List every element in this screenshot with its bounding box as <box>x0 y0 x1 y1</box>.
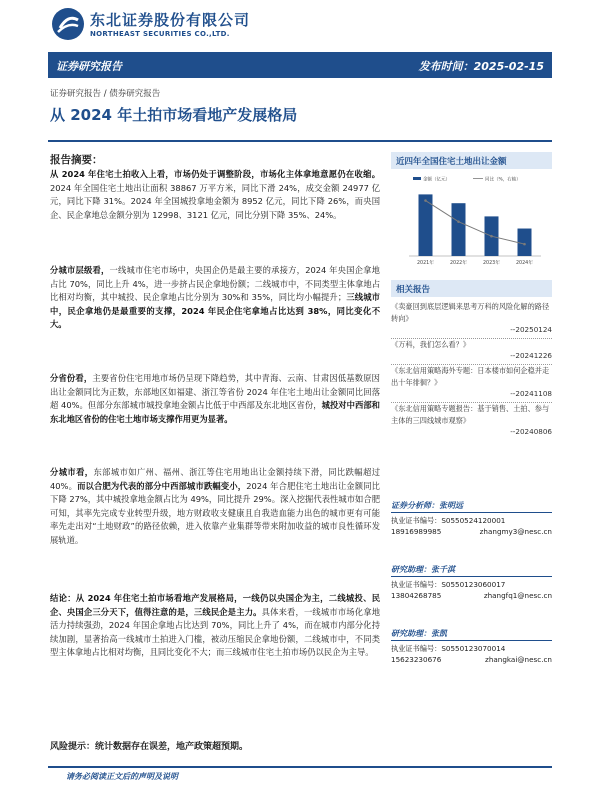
analyst-cert <box>391 515 552 526</box>
p3-lead: 分省份看， <box>50 373 93 383</box>
analyst-cert-label: 执业证书编号： <box>391 644 442 653</box>
analyst-role: 研究助理：张千淇 <box>391 564 552 577</box>
analyst-phone: 18916989985 <box>391 527 442 536</box>
analyst-cert-number: S0550123060017 <box>441 580 506 589</box>
analyst-role: 研究助理：张凯 <box>391 628 552 641</box>
legend-swatch-amount <box>413 177 421 180</box>
p4-lead: 分城市看， <box>50 467 94 477</box>
summary-heading: 报告摘要： <box>50 154 103 166</box>
summary-paragraph-2 <box>50 264 380 332</box>
legend-label-amount: 金额（亿元） <box>423 177 450 183</box>
summary-paragraph-5 <box>50 592 380 660</box>
p3-body: 主要省份住宅用地市场仍呈现下降趋势，其中青海、云南、甘肃因低基数原因出让金额同比为正数，东部地区如福建、浙江等省份 2024 年住宅土地出让金额同比回落超 40%。但部分东部城市城投拿地金额占比低于中西部及东北地区省份， <box>50 373 380 410</box>
analyst-cert <box>391 643 552 654</box>
x-tick-label: 2022年 <box>449 261 468 266</box>
analyst-contact <box>391 526 552 537</box>
company-name-en: NORTHEAST SECURITIES CO.,LTD. <box>90 30 230 38</box>
analyst-cert-number: S0550524120001 <box>441 516 506 525</box>
summary-paragraph-3 <box>50 372 380 426</box>
analyst-card <box>391 564 552 601</box>
p2-emphasis: 三线城市中，民企拿地仍是最重要的支撑，2024 年民企住宅拿地占比达到 38%，同比变化不大。 <box>50 292 380 329</box>
p5-lead: 结论：从 2024 年住宅土拍市场看地产发展格局，一线仍以央国企为主，二线城投、民企、央国企三分天下，值得注意的是，三线民企是主力。 <box>50 593 380 617</box>
footer-notice: 请务必阅读正文后的声明及说明 <box>66 772 178 781</box>
analyst-phone: 15623230676 <box>391 655 442 664</box>
p4-emphasis: 而以合肥为代表的部分中西部城市跌幅变小， <box>77 480 247 491</box>
p1-lead: 从 2024 年住宅土拍收入上看，市场仍处于调整阶段，市场化主体拿地意愿仍在收缩。 <box>50 169 380 179</box>
title-divider <box>48 140 552 142</box>
related-report-title[interactable]: 《东北信用策略海外专题：日本楼市如何企稳并走出十年徘徊？》 <box>391 366 550 387</box>
analyst-cert <box>391 579 552 590</box>
analyst-phone: 13804268785 <box>391 591 442 600</box>
p2-body: 一线城市住宅市场中，央国企仍是最主要的承接方，2024 年央国企拿地占比 70%，同比上升 4%，进一步挤占民企拿地份额；二线城市中，不同类型主体拿地占比相对均衡，其中城投、民企拿地占比分别为 30%和 35%，同比均小幅提升； <box>50 265 380 302</box>
related-report-title[interactable]: 《万科，我们怎么看？》 <box>391 340 471 349</box>
bar-2022年 <box>452 203 466 256</box>
analyst-email[interactable]: zhangkai@nesc.cn <box>485 655 552 664</box>
related-heading: 相关报告 <box>391 280 552 297</box>
related-reports <box>391 280 552 440</box>
analyst-cert-label: 执业证书编号： <box>391 516 442 525</box>
p3-emphasis: 城投对中西部和东北地区省份的住宅土地市场支撑作用更为显著。 <box>50 400 380 424</box>
analyst-role: 证券分析师：张明远 <box>391 500 552 513</box>
footer-divider <box>48 766 552 768</box>
related-report-date: --20240806 <box>510 427 552 436</box>
yoy-point <box>523 243 526 246</box>
summary-paragraph-4 <box>50 466 380 547</box>
breadcrumb: 证券研究报告 / 债券研究报告 <box>50 89 161 99</box>
related-report-date: --20241108 <box>510 389 552 398</box>
page-title: 从 2024 年土拍市场看地产发展格局 <box>50 106 298 124</box>
analyst-card <box>391 500 552 537</box>
related-report-title[interactable]: 《卖豪回到底层逻辑来思考万科的风险化解的路径转向》 <box>391 302 550 323</box>
x-tick-label: 2023年 <box>482 261 501 266</box>
analyst-contact <box>391 654 552 665</box>
summary-paragraph-1 <box>50 168 380 222</box>
bar-2024年 <box>518 229 532 256</box>
analyst-cert-label: 执业证书编号： <box>391 580 442 589</box>
company-logo <box>52 8 252 42</box>
chart-title: 近四年全国住宅土地出让金额 <box>391 152 552 169</box>
analyst-card <box>391 628 552 665</box>
x-tick-label: 2024年 <box>515 261 534 266</box>
chart-section <box>391 152 552 169</box>
company-name-cn: 东北证券股份有限公司 <box>90 11 251 29</box>
p1-body: 2024 年全国住宅土地出让面积 38867 万平方米，同比下滑 24%，成交金额 24977 亿元，同比下降 31%。2024 年全国城投拿地金额为 8952 亿元，同比下降 26%，而央国企、民企拿地总金额分别为 12998、3121 亿元，同比分别下降 35%、24%。 <box>50 182 380 220</box>
analyst-email[interactable]: zhangmy3@nesc.cn <box>479 527 552 536</box>
p2-lead: 分城市层级看， <box>50 265 110 275</box>
yoy-point <box>490 235 493 238</box>
header-banner <box>48 52 552 78</box>
risk-warning: 风险提示：统计数据存在误差，地产政策超预期。 <box>50 742 249 752</box>
land-sale-chart <box>391 172 552 272</box>
yoy-point <box>424 199 427 202</box>
p5-body: 具体来看，一线城市市场化拿地活力持续强劲，2024 年国企拿地占比达到 70%，同比上升了 4%，而在城市内部分化持续加剧，显著抬高一线城市土拍进入门槛，被动压缩民企拿地份额，二线城市中，不同类型主体拿地占比相对均衡，且同比变化不大；而三线城市住宅土拍市场仍以民企为主导。 <box>50 606 380 657</box>
related-report-date: --20241226 <box>510 351 552 360</box>
analyst-contact <box>391 590 552 601</box>
analyst-email[interactable]: zhangfq1@nesc.cn <box>483 591 552 600</box>
banner-report-type: 证券研究报告 <box>56 60 122 73</box>
related-report-date: --20250124 <box>510 325 552 334</box>
yoy-point <box>457 220 460 223</box>
legend-label-yoy: 同比（%，右轴） <box>485 177 521 183</box>
logo-icon <box>52 8 84 40</box>
banner-publish-date: 发布时间：2025-02-15 <box>418 60 544 73</box>
analyst-cert-number: S0550123070014 <box>441 644 506 653</box>
p4-body-2: 2024 年合肥住宅土地出让金额同比下降 27%，其中城投拿地金额占比为 49%，同比提升 29%。深入挖掘代表性城市如合肥可知，其率先完成专业转型升级，地方财政收支健康且自我造血能力出色的城市更有可能率先走出对“土地财政”的路径依赖，进入依靠产业集群等带来附加收益的城市良性循环发展轨道。 <box>50 480 380 545</box>
related-report-title[interactable]: 《东北信用策略专题报告：基于销售、土拍、参与主体的三四线城市观察》 <box>391 404 550 425</box>
x-tick-label: 2021年 <box>416 261 435 266</box>
p4-body: 东部城市如广州、福州、浙江等住宅用地出让金额持续下滑，同比跌幅超过 40%。 <box>50 467 380 491</box>
yoy-line <box>426 201 525 245</box>
